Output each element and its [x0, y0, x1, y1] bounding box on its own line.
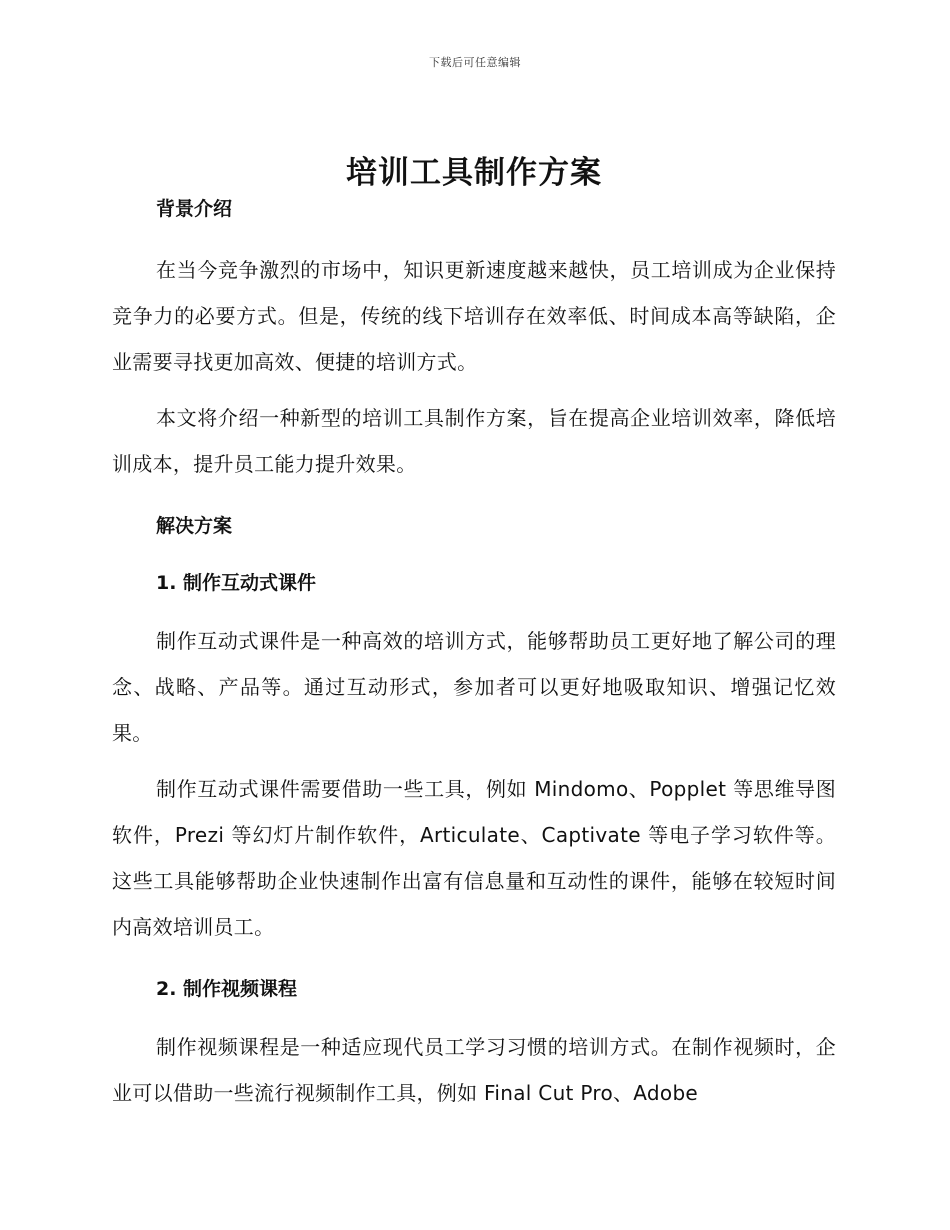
- paragraph-courseware-2: 制作互动式课件需要借助一些工具，例如 Mindomo、Popplet 等思维导图软件，Prezi 等幻灯片制作软件，Articulate、Captivate 等电子学习软件等。这些工具能够帮助企业快速制作出富有信息量和互动性的课件，能够在较短时间内高效培训员工。: [112, 777, 836, 939]
- section-heading-solution: 解决方案: [156, 515, 233, 537]
- paragraph-background-1: 在当今竞争激烈的市场中，知识更新速度越来越快，员工培训成为企业保持竞争力的必要方式。但是，传统的线下培训存在效率低、时间成本高等缺陷，企业需要寻找更加高效、便捷的培训方式。: [112, 258, 836, 374]
- subheading-interactive-courseware: 1. 制作互动式课件: [156, 572, 317, 594]
- page-title: 培训工具制作方案: [346, 155, 602, 191]
- header-note: 下载后可任意编辑: [429, 56, 521, 69]
- subheading-video-course: 2. 制作视频课程: [156, 978, 298, 1000]
- section-heading-background: 背景介绍: [156, 198, 233, 220]
- paragraph-video-1: 制作视频课程是一种适应现代员工学习习惯的培训方式。在制作视频时，企业可以借助一些流行视频制作工具，例如 Final Cut Pro、Adobe: [112, 1035, 836, 1105]
- document-body: [112, 148, 836, 1116]
- paragraph-background-2: 本文将介绍一种新型的培训工具制作方案，旨在提高企业培训效率，降低培训成本，提升员工能力提升效果。: [112, 406, 836, 476]
- paragraph-courseware-1: 制作互动式课件是一种高效的培训方式，能够帮助员工更好地了解公司的理念、战略、产品等。通过互动形式，参加者可以更好地吸取知识、增强记忆效果。: [112, 629, 836, 745]
